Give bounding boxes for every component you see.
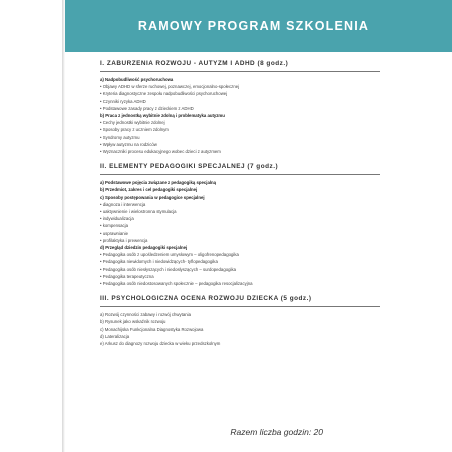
list-item: e) Arkusz do diagnozy rozwoju dziecka w wieku przedszkolnym: [100, 341, 221, 347]
list-item: • Sposoby pracy z uczniem zdolnym: [100, 127, 169, 133]
section-3: [100, 295, 420, 347]
section-title: II. ELEMENTY PEDAGOGIKI SPECJALNEJ (7 godz.): [100, 163, 279, 171]
list-item: a) Rozwój czynności zabawy i rozwój chwytania: [100, 312, 191, 318]
section-1: [100, 60, 420, 155]
subsection-heading: a) Nadpobudliwość psychoruchowa: [100, 77, 174, 82]
list-item: • Pedagogika osób niedostosowanych społecznie – pedagogika resocjalizacyjna: [100, 281, 253, 287]
program-content: [100, 60, 420, 347]
page-edge-shadow: [62, 0, 65, 452]
list-item: d) Lateralizacja: [100, 333, 130, 339]
total-hours: Razem liczba godzin: 20: [230, 427, 323, 437]
subsection-heading: d) Przegląd dziedzin pedagogiki specjalnej: [100, 245, 188, 251]
subsection-heading: b) Praca z jednostką wybitnie zdolną i problematyka autyzmu: [100, 113, 225, 119]
list-item: • Kryteria diagnostyczne zespołu nadpobudliwości psychoruchowej: [100, 91, 228, 97]
list-item: • Pedagogika osób niesłyszących i niedosłyszących – surdopedagogika: [100, 266, 236, 272]
section-2: [100, 163, 420, 287]
list-item: b) Rysunek jako wskaźnik rozwoju: [100, 319, 166, 325]
list-item: • Czynniki ryzyka ADHD: [100, 98, 146, 104]
section-lines: [100, 179, 420, 287]
section-divider: [100, 174, 380, 175]
list-item: c) Monachijska Funkcjonalna Diagnostyka Rozwojowa: [100, 326, 204, 332]
subsection-heading: b) Przedmiot, zakres i cel pedagogiki specjalnej: [100, 187, 198, 193]
list-item: • Syndromy autyzmu: [100, 134, 140, 140]
section-divider: [100, 71, 380, 72]
list-item: • kompensacja: [100, 223, 129, 229]
subsection-heading: c) Sposoby postępowania w pedagogice specjalnej: [100, 194, 205, 200]
list-item: • uaktywnienie i wielostronna stymulacja: [100, 209, 177, 215]
list-item: • Objawy ADHD w sferze ruchowej, poznawczej, emocjonalno-społecznej: [100, 84, 240, 90]
list-item: • usprawnianie: [100, 230, 129, 236]
list-item: • Podstawowe zasady pracy z dzieckiem z ADHD: [100, 105, 194, 111]
list-item: • Pedagogika terapeutyczna: [100, 273, 154, 279]
section-gap: [100, 287, 420, 295]
section-title: III. PSYCHOLOGICZNA OCENA ROZWOJU DZIECKA (5 godz.): [100, 295, 312, 303]
list-item: • indywidualizacja: [100, 216, 134, 222]
list-item: • Pedagogika niewidomych i niedowidzących- tyflopedagogika: [100, 259, 218, 265]
section-title: I. ZABURZENIA ROZWOJU - AUTYZM I ADHD (8 godz.): [100, 60, 289, 67]
list-item: • Wyznaczniki procesu edukacyjnego wobec dzieci z autyzmem: [100, 149, 221, 155]
list-item: • profilaktyka i prewencja: [100, 237, 148, 243]
list-item: • Pedagogika osób z upośledzeniem umysłowym – oligofrenopedagogika: [100, 252, 239, 258]
subsection-heading: a) Podstawowe pojęcia związane z pedagogiką specjalną: [100, 180, 217, 186]
section-lines: [100, 311, 420, 347]
section-gap: [100, 155, 420, 163]
section-lines: [100, 76, 420, 155]
list-item: • Wpływ autyzmu na rodziców: [100, 141, 157, 147]
list-item: • diagnoza i interwencja: [100, 201, 146, 207]
list-item: • Cechy jednostki wybitnie zdolnej: [100, 120, 165, 126]
section-divider: [100, 306, 380, 307]
header-banner: [65, 0, 452, 52]
page-title: RAMOWY PROGRAM SZKOLENIA: [137, 19, 370, 33]
